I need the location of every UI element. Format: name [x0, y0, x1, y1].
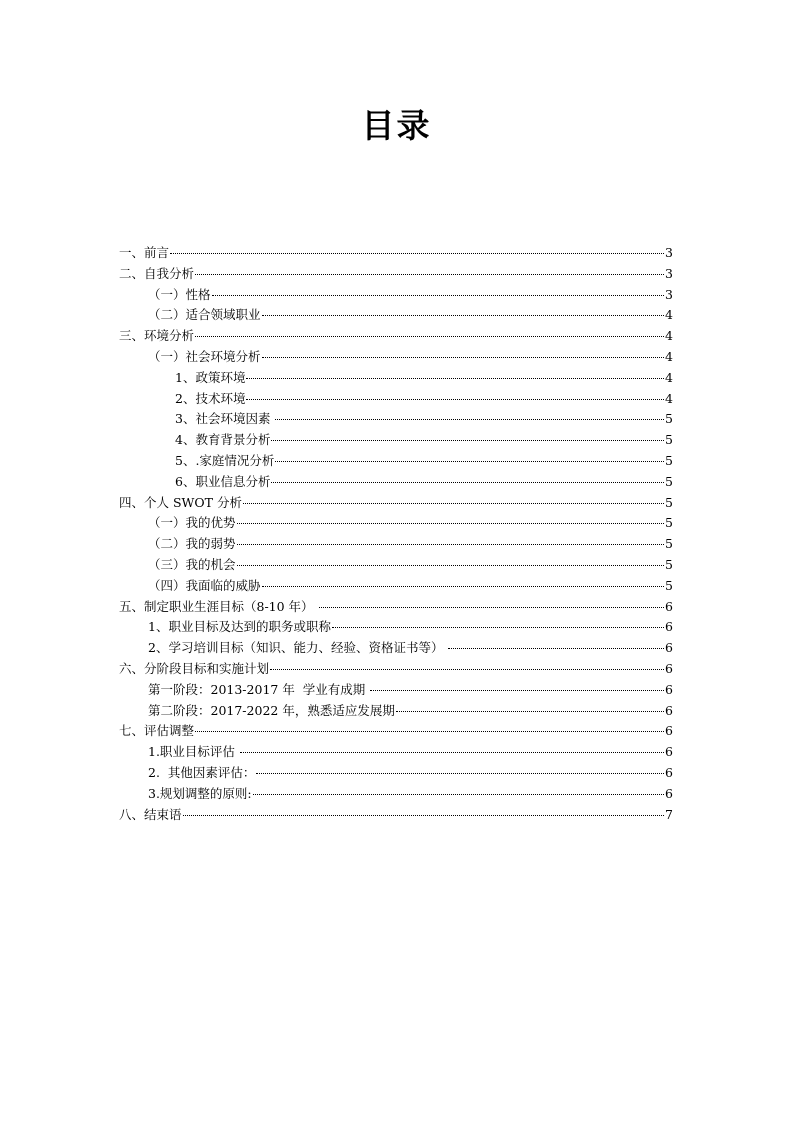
toc-dot-leader	[253, 794, 664, 795]
toc-entry-page-number: 5	[665, 515, 673, 531]
toc-entry-page-number: 5	[665, 411, 673, 427]
toc-dot-leader	[195, 336, 664, 337]
toc-entry-label: 五、制定职业生涯目标（8-10 年）	[119, 598, 318, 614]
toc-entry[interactable]	[119, 264, 673, 285]
toc-dot-leader	[183, 815, 665, 816]
toc-entry-label: 一、前言	[119, 245, 170, 260]
toc-entry-label: 2、学习培训目标（知识、能力、经验、资格证书等）	[148, 640, 448, 656]
toc-dot-leader	[246, 378, 664, 379]
toc-dot-leader	[243, 503, 664, 504]
toc-dot-leader	[212, 295, 665, 296]
toc-entry-page-number: 6	[665, 619, 673, 635]
toc-entry-label: 6、职业信息分析	[175, 473, 271, 489]
toc-entry-label: 七、评估调整	[119, 723, 195, 739]
toc-entry-page-number: 3	[665, 265, 673, 281]
toc-entry-label: （三）我的机会	[148, 556, 236, 572]
toc-dot-leader	[271, 440, 664, 441]
toc-entry[interactable]	[119, 680, 673, 701]
toc-entry-page-number: 6	[665, 785, 673, 801]
toc-entry[interactable]	[119, 805, 673, 826]
toc-entry-label: （一）我的优势	[148, 515, 236, 531]
toc-entry[interactable]	[119, 347, 673, 368]
toc-entry-label: （二）适合领域职业	[148, 307, 261, 323]
toc-entry[interactable]	[119, 305, 673, 326]
toc-entry[interactable]	[119, 659, 673, 680]
toc-dot-leader	[195, 731, 664, 732]
toc-entry[interactable]	[119, 555, 673, 576]
toc-dot-leader	[262, 357, 665, 358]
toc-entry[interactable]	[119, 285, 673, 306]
toc-entry-label: 三、环境分析	[119, 328, 195, 344]
toc-entry-page-number: 6	[665, 723, 673, 739]
toc-entry-label: 2、技术环境	[175, 390, 246, 406]
toc-entry[interactable]	[119, 742, 673, 763]
toc-entry-label: 二、自我分析	[119, 265, 195, 281]
toc-entry[interactable]	[119, 638, 673, 659]
toc-dot-leader	[256, 773, 664, 774]
toc-entry[interactable]	[119, 784, 673, 805]
toc-dot-leader	[270, 669, 664, 670]
toc-entry-label: （一）性格	[148, 286, 211, 302]
toc-entry-label: 八、结束语	[119, 806, 182, 822]
toc-entry[interactable]	[119, 513, 673, 534]
toc-entry[interactable]	[119, 597, 673, 618]
toc-entry[interactable]	[119, 409, 673, 430]
toc-entry[interactable]	[119, 451, 673, 472]
toc-entry-label: 2. 其他因素评估：	[148, 764, 256, 780]
toc-dot-leader	[237, 565, 665, 566]
toc-entry-page-number: 5	[665, 556, 673, 572]
toc-entry-page-number: 6	[665, 681, 673, 697]
toc-entry-page-number: 4	[665, 369, 673, 385]
toc-dot-leader	[271, 482, 664, 483]
toc-dot-leader	[275, 461, 664, 462]
toc-entry[interactable]	[119, 243, 673, 264]
toc-dot-leader	[170, 253, 664, 254]
toc-entry-page-number: 3	[665, 286, 673, 302]
toc-entry[interactable]	[119, 493, 673, 514]
toc-dot-leader	[370, 690, 664, 691]
toc-entry-page-number: 5	[665, 432, 673, 448]
toc-dot-leader	[195, 274, 664, 275]
toc-entry[interactable]	[119, 617, 673, 638]
toc-dot-leader	[275, 419, 664, 420]
toc-entry-page-number: 4	[665, 328, 673, 344]
toc-entry[interactable]	[119, 430, 673, 451]
toc-entry[interactable]	[119, 326, 673, 347]
toc-entry-page-number: 5	[665, 473, 673, 489]
toc-entry-label: 1、政策环境	[175, 369, 246, 385]
toc-entry-page-number: 4	[665, 307, 673, 323]
toc-entry-page-number: 6	[665, 702, 673, 718]
toc-dot-leader	[262, 315, 665, 316]
toc-entry-page-number: 6	[665, 598, 673, 614]
toc-entry[interactable]	[119, 472, 673, 493]
toc-entry-page-number: 6	[665, 660, 673, 676]
toc-entry[interactable]	[119, 701, 673, 722]
toc-dot-leader	[332, 627, 664, 628]
toc-entry-label: 1、职业目标及达到的职务或职称	[148, 619, 331, 635]
toc-dot-leader	[240, 752, 664, 753]
page-title: 目录	[361, 106, 432, 145]
toc-entry-label: 第一阶段：2013-2017 年 学业有成期	[148, 681, 370, 697]
toc-dot-leader	[262, 586, 665, 587]
table-of-contents	[119, 243, 673, 825]
toc-entry-label: 第二阶段：2017-2022 年，熟悉适应发展期	[148, 702, 395, 718]
toc-entry-page-number: 5	[665, 536, 673, 552]
toc-entry-label: （二）我的弱势	[148, 536, 236, 552]
toc-dot-leader	[246, 399, 664, 400]
toc-entry[interactable]	[119, 763, 673, 784]
toc-entry-page-number: 6	[665, 744, 673, 760]
toc-dot-leader	[396, 711, 664, 712]
toc-entry-label: 四、个人 SWOT 分析	[119, 494, 242, 510]
toc-entry-label: 4、教育背景分析	[175, 432, 271, 448]
toc-entry-page-number: 3	[665, 245, 673, 260]
toc-entry[interactable]	[119, 534, 673, 555]
toc-dot-leader	[319, 607, 665, 608]
toc-entry-label: 六、分阶段目标和实施计划	[119, 660, 270, 676]
toc-dot-leader	[237, 523, 665, 524]
toc-entry-page-number: 6	[665, 764, 673, 780]
toc-entry-page-number: 5	[665, 577, 673, 593]
toc-entry-page-number: 4	[665, 348, 673, 364]
toc-entry-page-number: 5	[665, 494, 673, 510]
toc-entry[interactable]	[119, 368, 673, 389]
toc-entry-label: （四）我面临的威胁	[148, 577, 261, 593]
toc-entry-page-number: 5	[665, 452, 673, 468]
toc-entry[interactable]	[119, 721, 673, 742]
toc-entry-page-number: 6	[665, 640, 673, 656]
toc-dot-leader	[448, 648, 664, 649]
toc-entry-label: 5、.家庭情况分析	[175, 452, 275, 468]
toc-entry[interactable]	[119, 389, 673, 410]
toc-dot-leader	[237, 544, 665, 545]
toc-entry-label: 3.规划调整的原则:	[148, 785, 252, 801]
toc-entry-label: 3、社会环境因素	[175, 411, 275, 427]
toc-entry-page-number: 4	[665, 390, 673, 406]
toc-entry-page-number: 7	[665, 806, 673, 822]
toc-entry-label: （一）社会环境分析	[148, 348, 261, 364]
toc-entry[interactable]	[119, 576, 673, 597]
toc-entry-label: 1.职业目标评估	[148, 744, 239, 760]
